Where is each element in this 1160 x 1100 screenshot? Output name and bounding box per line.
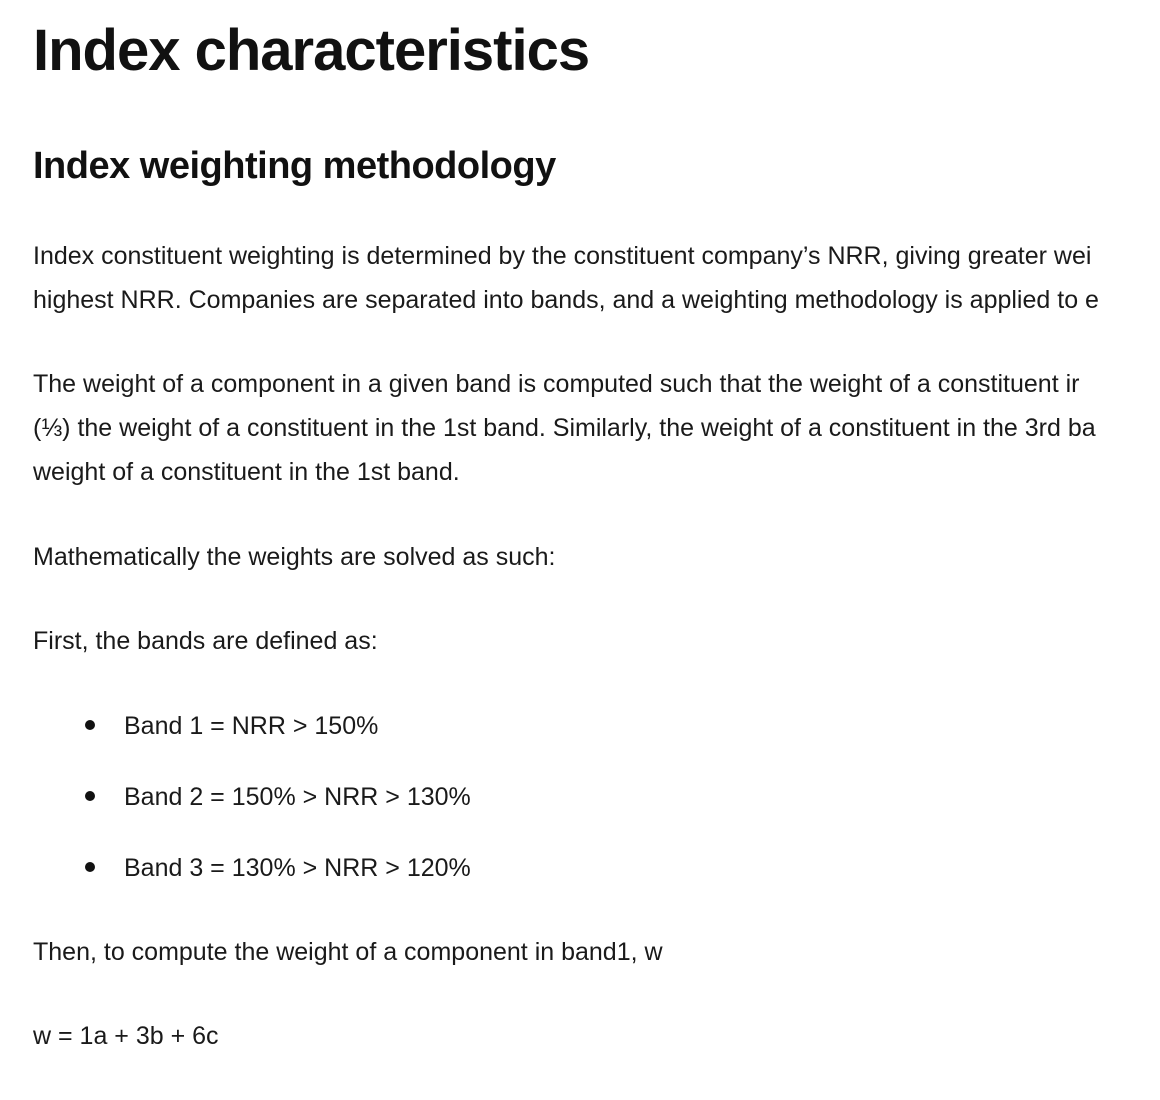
list-item (85, 771, 471, 842)
paragraph-line: weight of a constituent in the 1st band. (33, 458, 460, 486)
list-item (85, 700, 471, 771)
bullet-icon (85, 791, 95, 801)
bands-list (85, 700, 471, 913)
band-definition: Band 3 = 130% > NRR > 120% (124, 854, 471, 882)
paragraph-line: highest NRR. Companies are separated into bands, and a weighting methodology is applied to e (33, 286, 1099, 314)
list-item (85, 842, 471, 913)
band-definition: Band 1 = NRR > 150% (124, 712, 379, 740)
band-definition: Band 2 = 150% > NRR > 130% (124, 783, 471, 811)
formula: w = 1a + 3b + 6c (33, 1022, 219, 1050)
paragraph-line: The weight of a component in a given band is computed such that the weight of a constituent ir (33, 370, 1080, 398)
paragraph-line: (⅓) the weight of a constituent in the 1st band. Similarly, the weight of a constituent in the 3rd ba (33, 414, 1096, 442)
paragraph-band-weights (33, 362, 1096, 494)
section-heading: Index weighting methodology (33, 145, 556, 187)
page-title: Index characteristics (33, 18, 590, 83)
paragraph-compute-weight: Then, to compute the weight of a component in band1, w (33, 938, 663, 966)
paragraph-weighting-intro (33, 234, 1099, 322)
paragraph-bands-defined: First, the bands are defined as: (33, 627, 378, 655)
paragraph-line: Index constituent weighting is determined by the constituent company’s NRR, giving greater wei (33, 242, 1092, 270)
bullet-icon (85, 862, 95, 872)
paragraph-mathematically: Mathematically the weights are solved as such: (33, 543, 556, 571)
bullet-icon (85, 720, 95, 730)
